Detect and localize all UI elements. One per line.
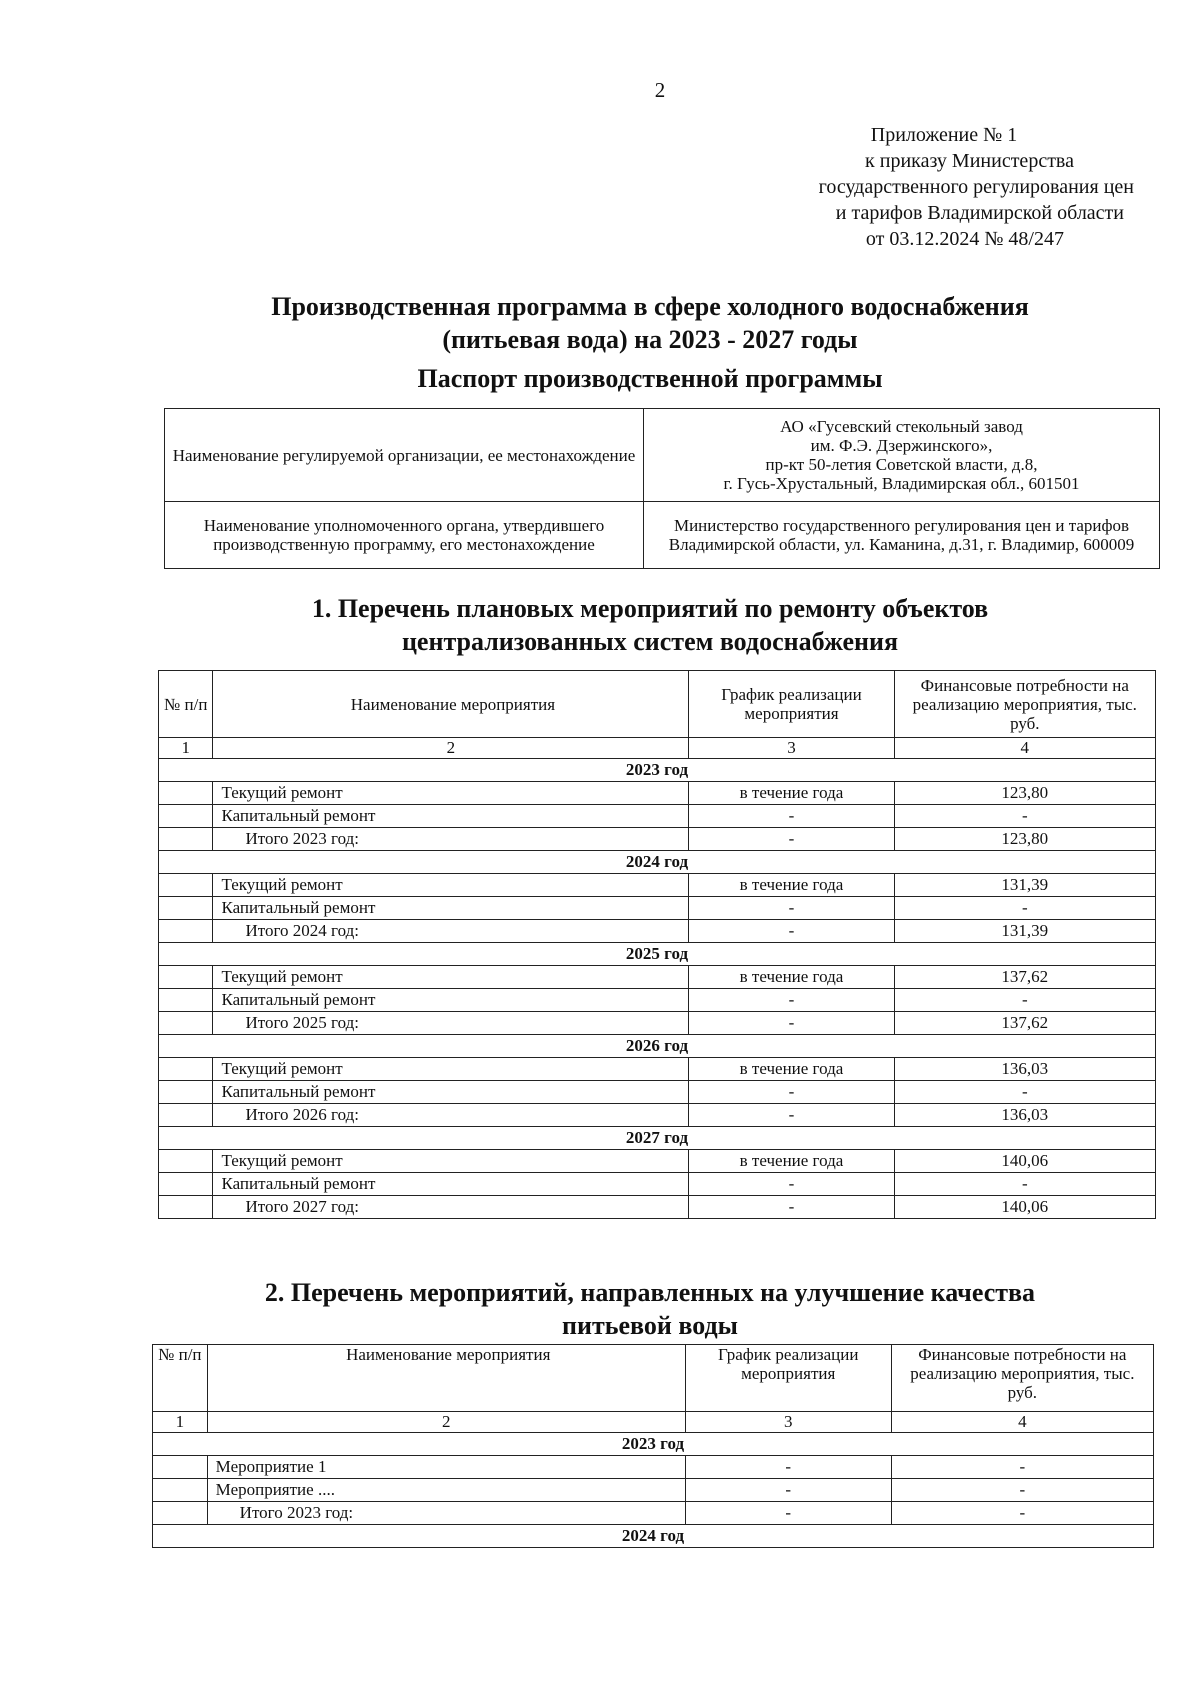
col-header-name: Наименование мероприятия bbox=[207, 1345, 685, 1412]
section1-heading bbox=[150, 592, 1150, 658]
appendix-line: государственного регулирования цен bbox=[818, 176, 1134, 198]
measure-value: 140,06 bbox=[894, 1150, 1155, 1173]
col-number: 1 bbox=[159, 738, 213, 759]
row-num-cell bbox=[153, 1456, 208, 1479]
row-num-cell bbox=[159, 989, 213, 1012]
measure-schedule: - bbox=[689, 828, 894, 851]
table-row bbox=[159, 966, 1156, 989]
row-num-cell bbox=[159, 1058, 213, 1081]
measure-name: Капитальный ремонт bbox=[213, 897, 689, 920]
measure-value: 131,39 bbox=[894, 920, 1155, 943]
measure-name: Капитальный ремонт bbox=[213, 1081, 689, 1104]
row-num-cell bbox=[159, 920, 213, 943]
col-header-finance: Финансовые потребности на реализацию мероприятия, тыс. руб. bbox=[894, 671, 1155, 738]
row-num-cell bbox=[159, 828, 213, 851]
measure-schedule: - bbox=[689, 1012, 894, 1035]
year-row bbox=[153, 1433, 1154, 1456]
appendix-line: от 03.12.2024 № 48/247 bbox=[865, 228, 1064, 250]
year-row bbox=[159, 759, 1156, 782]
measure-value: 123,80 bbox=[894, 782, 1155, 805]
column-numbers-row bbox=[159, 738, 1156, 759]
measure-schedule: - bbox=[689, 897, 894, 920]
col-number: 4 bbox=[894, 738, 1155, 759]
col-number: 3 bbox=[689, 738, 894, 759]
program-title-line: (питьевая вода) на 2023 - 2027 годы bbox=[442, 325, 858, 354]
measure-name: Текущий ремонт bbox=[213, 874, 689, 897]
measure-value: 137,62 bbox=[894, 1012, 1155, 1035]
row-num-cell bbox=[159, 966, 213, 989]
measure-value: - bbox=[894, 989, 1155, 1012]
measure-value: - bbox=[894, 897, 1155, 920]
org-line: пр-кт 50-летия Советской власти, д.8, bbox=[765, 455, 1038, 474]
row-num-cell bbox=[159, 874, 213, 897]
table-row bbox=[159, 1196, 1156, 1219]
measure-schedule: в течение года bbox=[689, 782, 894, 805]
measure-value: - bbox=[894, 1081, 1155, 1104]
col-number: 4 bbox=[891, 1412, 1153, 1433]
table-row bbox=[159, 897, 1156, 920]
column-numbers-row bbox=[153, 1412, 1154, 1433]
year-label: 2024 год bbox=[159, 851, 1156, 874]
table-row bbox=[159, 920, 1156, 943]
measure-name: Капитальный ремонт bbox=[213, 805, 689, 828]
measure-schedule: - bbox=[685, 1479, 891, 1502]
measure-schedule: в течение года bbox=[689, 874, 894, 897]
org-line: им. Ф.Э. Дзержинского», bbox=[810, 436, 993, 455]
measure-schedule: в течение года bbox=[689, 966, 894, 989]
year-label: 2024 год bbox=[153, 1525, 1154, 1548]
org-line: г. Гусь-Хрустальный, Владимирская обл., 601501 bbox=[723, 474, 1080, 493]
measure-name: Текущий ремонт bbox=[213, 966, 689, 989]
row-num-cell bbox=[159, 1196, 213, 1219]
col-header-num: № п/п bbox=[153, 1345, 208, 1412]
year-label: 2026 год bbox=[159, 1035, 1156, 1058]
water-quality-measures-table bbox=[152, 1344, 1154, 1548]
row-num-cell bbox=[159, 897, 213, 920]
table-row bbox=[159, 1058, 1156, 1081]
measure-schedule: - bbox=[689, 1173, 894, 1196]
col-header-schedule: График реализации мероприятия bbox=[685, 1345, 891, 1412]
measure-value: 136,03 bbox=[894, 1104, 1155, 1127]
measure-schedule: - bbox=[689, 989, 894, 1012]
appendix-line: Приложение № 1 bbox=[870, 124, 1018, 146]
table-row bbox=[159, 782, 1156, 805]
repair-measures-table bbox=[158, 670, 1156, 1219]
row-num-cell bbox=[159, 782, 213, 805]
measure-schedule: в течение года bbox=[689, 1058, 894, 1081]
measure-name: Итого 2023 год: bbox=[213, 828, 689, 851]
measure-name: Капитальный ремонт bbox=[213, 989, 689, 1012]
measure-name: Итого 2024 год: bbox=[213, 920, 689, 943]
measure-value: 137,62 bbox=[894, 966, 1155, 989]
table-header-row bbox=[153, 1345, 1154, 1412]
table-row bbox=[165, 409, 1160, 502]
col-header-schedule: График реализации мероприятия bbox=[689, 671, 894, 738]
row-num-cell bbox=[153, 1479, 208, 1502]
measure-schedule: - bbox=[685, 1456, 891, 1479]
measure-name: Текущий ремонт bbox=[213, 1058, 689, 1081]
heading-line: питьевой воды bbox=[562, 1311, 738, 1340]
heading-line: 2. Перечень мероприятий, направленных на улучшение качества bbox=[264, 1278, 1036, 1307]
row-num-cell bbox=[159, 1012, 213, 1035]
passport-table bbox=[164, 408, 1160, 569]
year-row bbox=[159, 851, 1156, 874]
col-number: 2 bbox=[207, 1412, 685, 1433]
table-row bbox=[159, 1150, 1156, 1173]
year-row bbox=[153, 1525, 1154, 1548]
table-row bbox=[153, 1479, 1154, 1502]
table-header-row bbox=[159, 671, 1156, 738]
measure-value: 131,39 bbox=[894, 874, 1155, 897]
col-header-num: № п/п bbox=[159, 671, 213, 738]
year-label: 2025 год bbox=[159, 943, 1156, 966]
measure-name: Текущий ремонт bbox=[213, 1150, 689, 1173]
measure-value: 140,06 bbox=[894, 1196, 1155, 1219]
appendix-line: и тарифов Владимирской области bbox=[835, 202, 1124, 224]
section2-heading bbox=[150, 1276, 1150, 1342]
measure-schedule: - bbox=[689, 1081, 894, 1104]
table-row bbox=[159, 828, 1156, 851]
passport-org-label: Наименование регулируемой организации, ее местонахождение bbox=[165, 409, 644, 502]
appendix-block bbox=[694, 122, 1134, 252]
passport-auth-value: Министерство государственного регулирования цен и тарифов Владимирской области, ул. Каманина, д.31, г. Владимир, 600009 bbox=[644, 502, 1160, 569]
table-row bbox=[165, 502, 1160, 569]
year-label: 2027 год bbox=[159, 1127, 1156, 1150]
measure-name: Мероприятие .... bbox=[207, 1479, 685, 1502]
row-num-cell bbox=[159, 1173, 213, 1196]
appendix-line: к приказу Министерства bbox=[865, 150, 1074, 172]
table-row bbox=[159, 1012, 1156, 1035]
table-row bbox=[159, 874, 1156, 897]
table-row bbox=[159, 1104, 1156, 1127]
measure-value: 123,80 bbox=[894, 828, 1155, 851]
passport-org-value bbox=[644, 409, 1160, 502]
row-num-cell bbox=[159, 1150, 213, 1173]
table-row bbox=[153, 1456, 1154, 1479]
col-number: 3 bbox=[685, 1412, 891, 1433]
table-row bbox=[159, 1173, 1156, 1196]
measure-schedule: - bbox=[689, 1196, 894, 1219]
program-title bbox=[150, 290, 1150, 356]
measure-value: - bbox=[894, 1173, 1155, 1196]
org-line: АО «Гусевский стекольный завод bbox=[780, 417, 1023, 436]
year-row bbox=[159, 943, 1156, 966]
heading-line: 1. Перечень плановых мероприятий по ремонту объектов bbox=[311, 594, 989, 623]
measure-value: 136,03 bbox=[894, 1058, 1155, 1081]
page-number: 2 bbox=[654, 78, 666, 102]
measure-name: Итого 2025 год: bbox=[213, 1012, 689, 1035]
table-row bbox=[159, 989, 1156, 1012]
measure-value: - bbox=[891, 1479, 1153, 1502]
year-label: 2023 год bbox=[159, 759, 1156, 782]
measure-name: Капитальный ремонт bbox=[213, 1173, 689, 1196]
heading-line: централизованных систем водоснабжения bbox=[401, 627, 899, 656]
passport-title: Паспорт производственной программы bbox=[417, 364, 883, 393]
col-header-finance: Финансовые потребности на реализацию мероприятия, тыс. руб. bbox=[891, 1345, 1153, 1412]
measure-value: - bbox=[894, 805, 1155, 828]
row-num-cell bbox=[159, 1081, 213, 1104]
passport-auth-label: Наименование уполномоченного органа, утвердившего производственную программу, его местонахождение bbox=[165, 502, 644, 569]
measure-schedule: в течение года bbox=[689, 1150, 894, 1173]
measure-value: - bbox=[891, 1502, 1153, 1525]
measure-value: - bbox=[891, 1456, 1153, 1479]
row-num-cell bbox=[159, 1104, 213, 1127]
measure-name: Мероприятие 1 bbox=[207, 1456, 685, 1479]
year-row bbox=[159, 1127, 1156, 1150]
year-label: 2023 год bbox=[153, 1433, 1154, 1456]
measure-schedule: - bbox=[689, 920, 894, 943]
col-header-name: Наименование мероприятия bbox=[213, 671, 689, 738]
measure-name: Итого 2023 год: bbox=[207, 1502, 685, 1525]
measure-name: Итого 2026 год: bbox=[213, 1104, 689, 1127]
row-num-cell bbox=[153, 1502, 208, 1525]
table-row bbox=[159, 805, 1156, 828]
measure-schedule: - bbox=[689, 805, 894, 828]
col-number: 1 bbox=[153, 1412, 208, 1433]
table-row bbox=[153, 1502, 1154, 1525]
measure-name: Итого 2027 год: bbox=[213, 1196, 689, 1219]
year-row bbox=[159, 1035, 1156, 1058]
measure-schedule: - bbox=[685, 1502, 891, 1525]
measure-schedule: - bbox=[689, 1104, 894, 1127]
table-row bbox=[159, 1081, 1156, 1104]
program-title-line: Производственная программа в сфере холодного водоснабжения bbox=[271, 292, 1029, 321]
row-num-cell bbox=[159, 805, 213, 828]
col-number: 2 bbox=[213, 738, 689, 759]
measure-name: Текущий ремонт bbox=[213, 782, 689, 805]
